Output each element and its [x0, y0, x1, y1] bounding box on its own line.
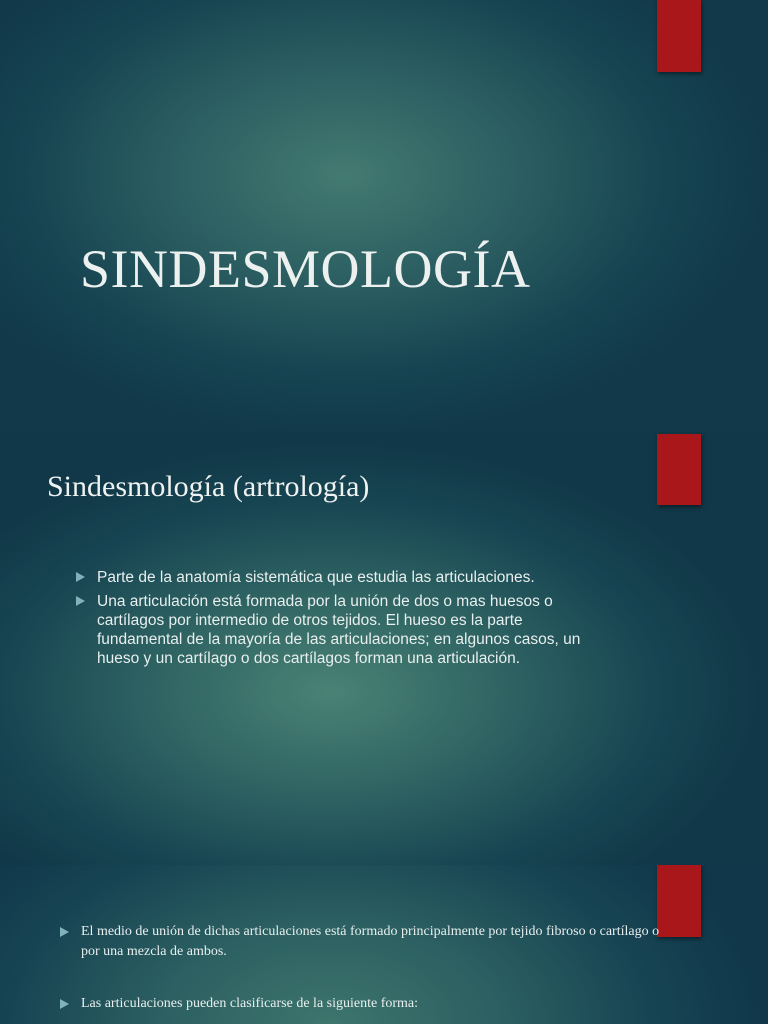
- red-accent-tab: [657, 0, 701, 72]
- triangle-right-icon: [60, 999, 69, 1009]
- bullet-text: Una articulación está formada por la unión de dos o mas huesos o cartílagos por intermedio de otros tejidos. El hueso es la parte fundamental de la mayoría de las articulaciones; en algunos casos, un hueso y un cartílago o dos cartílagos forman una articulación.: [97, 593, 581, 667]
- bullet-text: Las articulaciones pueden clasificarse de la siguiente forma:: [81, 996, 419, 1011]
- list-item: [60, 922, 680, 962]
- list-item: [76, 568, 596, 587]
- bullet-list: [60, 922, 680, 1024]
- slide-heading: Sindesmología (artrología): [47, 470, 370, 503]
- slide-3: [0, 865, 768, 1024]
- slide-title: SINDESMOLOGÍA: [80, 239, 531, 299]
- triangle-right-icon: [76, 572, 85, 582]
- slide-2: [0, 432, 768, 865]
- bullet-text: Parte de la anatomía sistemática que estudia las articulaciones.: [97, 569, 535, 586]
- slide-1: [0, 0, 768, 432]
- triangle-right-icon: [60, 927, 69, 937]
- list-item: [60, 994, 680, 1014]
- bullet-list: [76, 568, 596, 673]
- list-item: [76, 592, 596, 668]
- red-accent-tab: [657, 434, 701, 505]
- bullet-text: El medio de unión de dichas articulaciones está formado principalmente por tejido fibroso o cartílago o por una mezcla de ambos.: [81, 924, 660, 959]
- triangle-right-icon: [76, 596, 85, 606]
